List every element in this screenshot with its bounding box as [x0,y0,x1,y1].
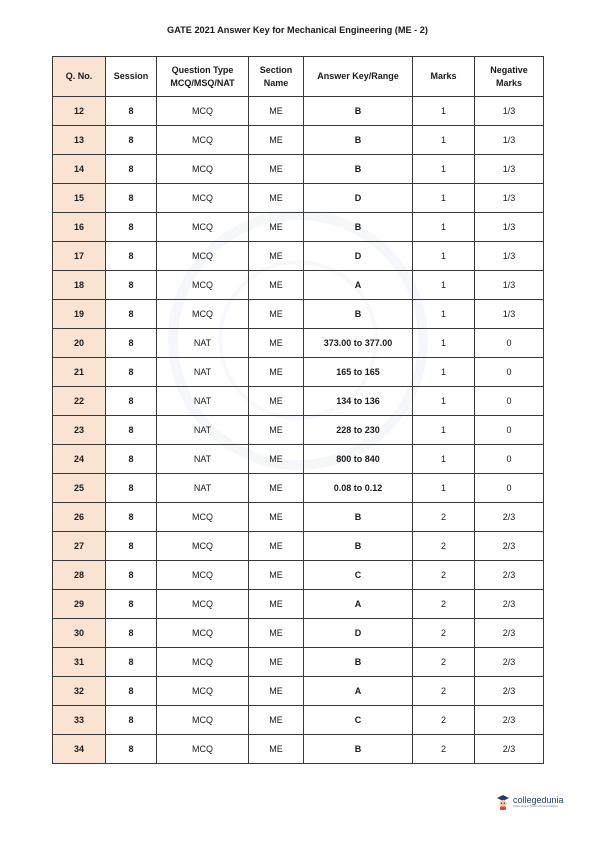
section-name-cell: ME [249,677,304,706]
document-title: GATE 2021 Answer Key for Mechanical Engineering (ME - 2) [167,25,428,35]
header-question-type [157,57,249,97]
table-row [53,706,544,735]
answer-key-cell: 800 to 840 [304,445,413,474]
header-qno: Q. No. [53,57,106,97]
answer-key-cell: B [304,97,413,126]
answer-key-cell: C [304,706,413,735]
table-row [53,503,544,532]
marks-cell: 1 [413,416,475,445]
question-type-cell: MCQ [157,590,249,619]
session-cell: 8 [106,706,157,735]
table-row [53,300,544,329]
negative-marks-cell: 2/3 [475,619,544,648]
collegedunia-logo [496,794,564,810]
answer-key-cell: A [304,271,413,300]
question-type-cell: MCQ [157,126,249,155]
qno-cell: 31 [53,648,106,677]
negative-marks-cell: 1/3 [475,97,544,126]
qno-cell: 16 [53,213,106,242]
section-name-cell: ME [249,184,304,213]
graduate-mascot-icon [496,794,510,810]
section-name-cell: ME [249,532,304,561]
qno-cell: 19 [53,300,106,329]
negative-marks-cell: 1/3 [475,126,544,155]
session-cell: 8 [106,184,157,213]
question-type-cell: NAT [157,416,249,445]
negative-marks-cell: 1/3 [475,242,544,271]
table-row [53,677,544,706]
answer-key-cell: B [304,155,413,184]
qno-cell: 20 [53,329,106,358]
question-type-cell: NAT [157,387,249,416]
header-negative-line2: Marks [495,77,522,88]
question-type-cell: MCQ [157,561,249,590]
marks-cell: 1 [413,126,475,155]
answer-key-cell: B [304,213,413,242]
session-cell: 8 [106,358,157,387]
marks-cell: 1 [413,184,475,213]
question-type-cell: NAT [157,445,249,474]
section-name-cell: ME [249,329,304,358]
question-type-cell: MCQ [157,706,249,735]
header-section-name [249,57,304,97]
question-type-cell: MCQ [157,97,249,126]
session-cell: 8 [106,242,157,271]
qno-cell: 12 [53,97,106,126]
table-row [53,619,544,648]
marks-cell: 1 [413,474,475,503]
answer-key-cell: 0.08 to 0.12 [304,474,413,503]
qno-cell: 14 [53,155,106,184]
qno-cell: 28 [53,561,106,590]
negative-marks-cell: 1/3 [475,271,544,300]
negative-marks-cell: 0 [475,358,544,387]
table-row [53,155,544,184]
session-cell: 8 [106,126,157,155]
negative-marks-cell: 2/3 [475,503,544,532]
marks-cell: 1 [413,300,475,329]
table-row [53,445,544,474]
section-name-cell: ME [249,503,304,532]
session-cell: 8 [106,329,157,358]
answer-key-cell: A [304,590,413,619]
section-name-cell: ME [249,358,304,387]
logo-tagline: India's largest Student Review Platform [513,805,559,808]
marks-cell: 2 [413,532,475,561]
negative-marks-cell: 0 [475,416,544,445]
qno-cell: 25 [53,474,106,503]
negative-marks-cell: 0 [475,329,544,358]
marks-cell: 2 [413,677,475,706]
marks-cell: 1 [413,358,475,387]
session-cell: 8 [106,503,157,532]
marks-cell: 1 [413,155,475,184]
session-cell: 8 [106,474,157,503]
question-type-cell: MCQ [157,677,249,706]
header-section-line2: Name [263,77,289,88]
table-row [53,590,544,619]
negative-marks-cell: 2/3 [475,532,544,561]
table-header-row [53,57,544,97]
session-cell: 8 [106,445,157,474]
answer-key-cell: 134 to 136 [304,387,413,416]
session-cell: 8 [106,590,157,619]
table-body [53,97,544,764]
qno-cell: 26 [53,503,106,532]
question-type-cell: MCQ [157,648,249,677]
answer-key-cell: B [304,503,413,532]
table-row [53,242,544,271]
session-cell: 8 [106,213,157,242]
section-name-cell: ME [249,271,304,300]
answer-key-cell: B [304,735,413,764]
negative-marks-cell: 1/3 [475,155,544,184]
question-type-cell: MCQ [157,271,249,300]
session-cell: 8 [106,532,157,561]
section-name-cell: ME [249,735,304,764]
header-question-type-line2: MCQ/MSQ/NAT [170,77,235,88]
table-row [53,213,544,242]
session-cell: 8 [106,155,157,184]
marks-cell: 1 [413,387,475,416]
answer-key-cell: 165 to 165 [304,358,413,387]
table-row [53,735,544,764]
question-type-cell: MCQ [157,242,249,271]
logo-name: collegedunia [513,795,564,805]
marks-cell: 1 [413,97,475,126]
marks-cell: 2 [413,648,475,677]
qno-cell: 27 [53,532,106,561]
negative-marks-cell: 1/3 [475,300,544,329]
table-row [53,358,544,387]
header-question-type-line1: Question Type [171,64,234,75]
table-row [53,387,544,416]
section-name-cell: ME [249,97,304,126]
section-name-cell: ME [249,445,304,474]
session-cell: 8 [106,648,157,677]
marks-cell: 1 [413,213,475,242]
section-name-cell: ME [249,213,304,242]
marks-cell: 2 [413,503,475,532]
negative-marks-cell: 2/3 [475,677,544,706]
table-row [53,126,544,155]
header-answer-key: Answer Key/Range [304,57,413,97]
question-type-cell: MCQ [157,619,249,648]
header-negative-line1: Negative [490,64,528,75]
marks-cell: 2 [413,590,475,619]
marks-cell: 2 [413,735,475,764]
table-row [53,561,544,590]
qno-cell: 34 [53,735,106,764]
marks-cell: 1 [413,271,475,300]
session-cell: 8 [106,561,157,590]
section-name-cell: ME [249,242,304,271]
section-name-cell: ME [249,416,304,445]
marks-cell: 2 [413,561,475,590]
qno-cell: 30 [53,619,106,648]
answer-key-cell: D [304,619,413,648]
negative-marks-cell: 0 [475,474,544,503]
qno-cell: 15 [53,184,106,213]
negative-marks-cell: 0 [475,387,544,416]
question-type-cell: MCQ [157,532,249,561]
question-type-cell: MCQ [157,735,249,764]
negative-marks-cell: 1/3 [475,213,544,242]
negative-marks-cell: 2/3 [475,561,544,590]
session-cell: 8 [106,619,157,648]
answer-key-cell: B [304,126,413,155]
table-row [53,532,544,561]
table-row [53,474,544,503]
qno-cell: 29 [53,590,106,619]
table-row [53,271,544,300]
session-cell: 8 [106,677,157,706]
header-marks: Marks [413,57,475,97]
answer-key-cell: D [304,184,413,213]
table-row [53,329,544,358]
answer-key-table [52,56,544,764]
section-name-cell: ME [249,300,304,329]
section-name-cell: ME [249,155,304,184]
table-row [53,184,544,213]
qno-cell: 17 [53,242,106,271]
negative-marks-cell: 2/3 [475,735,544,764]
header-negative-marks [475,57,544,97]
question-type-cell: NAT [157,358,249,387]
negative-marks-cell: 2/3 [475,706,544,735]
qno-cell: 13 [53,126,106,155]
marks-cell: 2 [413,706,475,735]
section-name-cell: ME [249,474,304,503]
question-type-cell: MCQ [157,213,249,242]
marks-cell: 1 [413,242,475,271]
session-cell: 8 [106,735,157,764]
answer-key-cell: D [304,242,413,271]
question-type-cell: MCQ [157,184,249,213]
qno-cell: 21 [53,358,106,387]
question-type-cell: NAT [157,329,249,358]
answer-key-cell: A [304,677,413,706]
question-type-cell: MCQ [157,300,249,329]
table-row [53,97,544,126]
marks-cell: 2 [413,619,475,648]
negative-marks-cell: 0 [475,445,544,474]
table-row [53,648,544,677]
qno-cell: 18 [53,271,106,300]
answer-key-cell: 228 to 230 [304,416,413,445]
answer-key-cell: B [304,300,413,329]
answer-key-cell: C [304,561,413,590]
section-name-cell: ME [249,648,304,677]
section-name-cell: ME [249,590,304,619]
session-cell: 8 [106,271,157,300]
answer-key-cell: 373.00 to 377.00 [304,329,413,358]
session-cell: 8 [106,416,157,445]
qno-cell: 23 [53,416,106,445]
table-row [53,416,544,445]
section-name-cell: ME [249,561,304,590]
session-cell: 8 [106,300,157,329]
qno-cell: 32 [53,677,106,706]
qno-cell: 24 [53,445,106,474]
marks-cell: 1 [413,329,475,358]
question-type-cell: MCQ [157,155,249,184]
question-type-cell: MCQ [157,503,249,532]
qno-cell: 33 [53,706,106,735]
negative-marks-cell: 1/3 [475,184,544,213]
negative-marks-cell: 2/3 [475,648,544,677]
header-section-line1: Section [259,64,293,75]
qno-cell: 22 [53,387,106,416]
section-name-cell: ME [249,387,304,416]
session-cell: 8 [106,97,157,126]
answer-key-cell: B [304,648,413,677]
header-session: Session [106,57,157,97]
answer-key-cell: B [304,532,413,561]
section-name-cell: ME [249,619,304,648]
negative-marks-cell: 2/3 [475,590,544,619]
section-name-cell: ME [249,126,304,155]
marks-cell: 1 [413,445,475,474]
session-cell: 8 [106,387,157,416]
section-name-cell: ME [249,706,304,735]
question-type-cell: NAT [157,474,249,503]
